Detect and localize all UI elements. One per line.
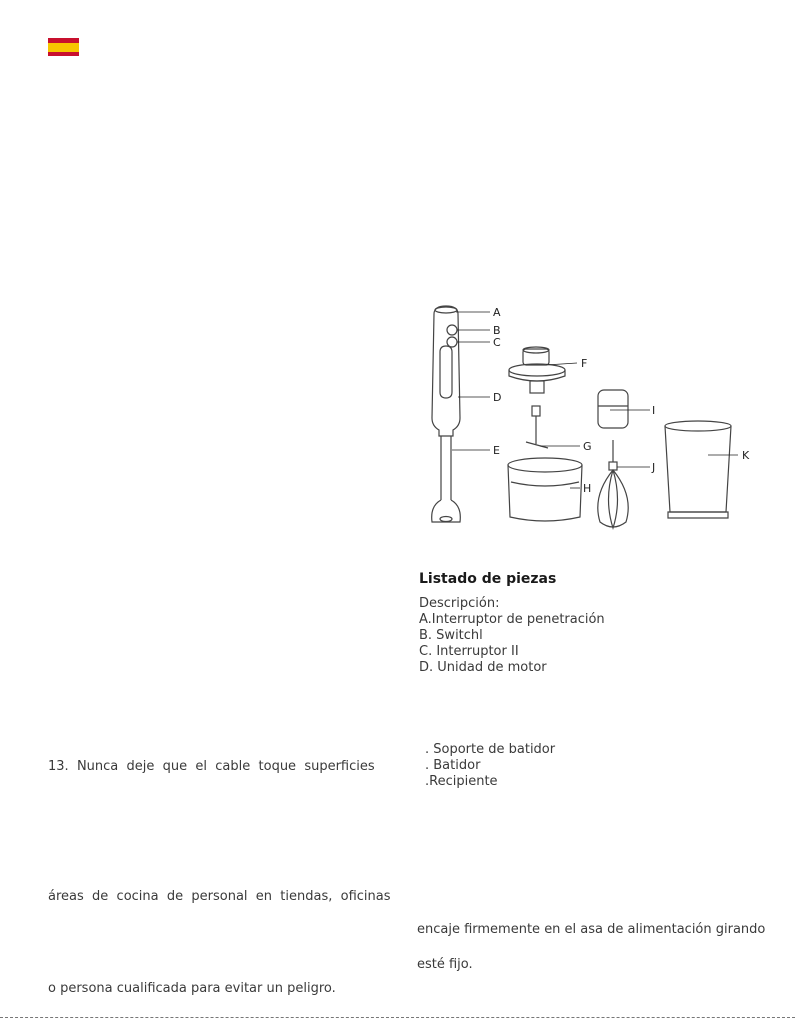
assembly-text-encaje: encaje firmemente en el asa de alimentación girando — [417, 922, 766, 937]
diagram-label-e: E — [493, 444, 500, 457]
chopper-lid-illustration — [509, 347, 565, 393]
parts-list-item: Descripción: — [419, 596, 500, 611]
parts-list-item: C. Interruptor II — [419, 644, 519, 659]
parts-list-item: D. Unidad de motor — [419, 660, 547, 675]
parts-diagram — [420, 300, 760, 540]
flag-stripe-bottom — [48, 52, 79, 57]
parts-list-continued — [425, 742, 555, 790]
diagram-label-j: J — [652, 461, 656, 474]
safety-text-persona: o persona cualificada para evitar un peligro. — [48, 981, 336, 996]
parts-list-item: . Batidor — [425, 758, 481, 773]
diagram-label-i: I — [652, 404, 656, 417]
safety-text-areas: áreas de cocina de personal en tiendas, oficinas — [48, 889, 391, 904]
assembly-text-fijo: esté fijo. — [417, 957, 473, 972]
blade-illustration — [526, 406, 548, 448]
diagram-label-f: F — [581, 357, 588, 370]
diagram-label-d: D — [493, 391, 502, 404]
diagram-label-a: A — [493, 306, 501, 319]
parts-list-item: . Soporte de batidor — [425, 742, 556, 757]
parts-list — [419, 596, 605, 676]
bowl-illustration — [508, 458, 582, 521]
mini-chopper-illustration — [598, 390, 628, 428]
hand-blender-illustration — [432, 306, 461, 522]
parts-list-item: .Recipiente — [425, 774, 498, 789]
safety-text-13: 13. Nunca deje que el cable toque superficies — [48, 759, 375, 774]
diagram-label-c: C — [493, 336, 501, 349]
parts-list-item: A.Interruptor de penetración — [419, 612, 605, 627]
diagram-label-h: H — [583, 482, 592, 495]
diagram-label-b: B — [493, 324, 501, 337]
whisk-illustration — [598, 440, 628, 528]
flag-stripe-middle — [48, 43, 79, 52]
parts-list-item: B. Switchl — [419, 628, 483, 643]
beaker-illustration — [665, 421, 731, 518]
parts-list-heading: Listado de piezas — [419, 571, 557, 587]
diagram-label-k: K — [742, 449, 750, 462]
page-bottom-divider — [0, 1017, 795, 1018]
diagram-label-g: G — [583, 440, 592, 453]
spain-flag-icon — [48, 38, 79, 56]
